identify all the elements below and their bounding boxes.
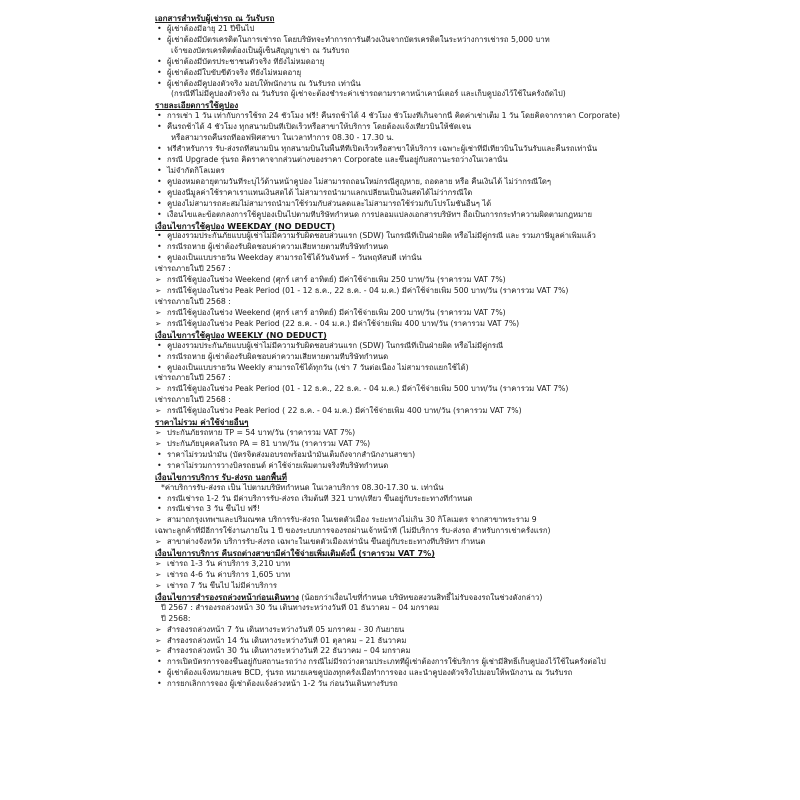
section-heading: เงื่อนไขการใช้คูปอง WEEKLY (NO DEDUCT)	[155, 329, 327, 340]
bullet-item: • กรณีรถหาย ผู้เช่าต้องรับผิดชอบค่าความเสียหายตามที่บริษัทกำหนด	[155, 242, 655, 253]
section-heading: ราคาไม่รวม ค่าใช้จ่ายอื่นๆ	[155, 417, 249, 428]
arrow-item: ➢ เช่ารถ 7 วัน ขึ้นไป ไม่มีค่าบริการ	[155, 581, 655, 592]
arrow-item: ➢ ประกันภัยบุคคลในรถ PA = 81 บาท/วัน (ราคารวม VAT 7%)	[155, 439, 655, 450]
section-heading: เงื่อนไขการใช้คูปอง WEEKDAY (NO DEDUCT)	[155, 220, 336, 231]
bullet-item: • ผู้เช่าต้องแจ้งหมายเลข BCD, รุ่นรถ หมายเลขคูปองทุกครั้งเมื่อทำการจอง และนำคูปองตัวจริงไปมอบให้พนักงาน ณ วันรับรถ	[155, 668, 655, 679]
arrow-item: ➢ เช่ารถ 1-3 วัน ค่าบริการ 3,210 บาท	[155, 559, 655, 570]
arrow-item: ➢ กรณีใช้คูปองในช่วง Peak Period (01 - 12 ธ.ค., 22 ธ.ค. - 04 ม.ค.) มีค่าใช้จ่ายเพิ่ม 500 บาท/วัน (ราคารวม VAT 7%)	[155, 384, 655, 395]
text-line: เช่ารถภายในปี 2567 :	[155, 373, 231, 383]
bullet-item: • ผู้เช่าต้องมีคูปองตัวจริง มอบให้พนักงาน ณ วันรับรถ เท่านั้น	[155, 79, 655, 90]
bullet-item: • คูปองนี้มูลค่าใช้ราคาเราแทนเงินสดได้ ไม่สามารถนำมาแลกเปลี่ยนเป็นเงินสดได้ไม่ว่ากรณีใด	[155, 188, 655, 199]
arrow-item: ➢ สำรองรถล่วงหน้า 14 วัน เดินทางระหว่างวันที่ 01 ตุลาคม – 21 ธันวาคม	[155, 636, 655, 647]
bullet-item: • คูปองหมดอายุตามวันที่ระบุไว้ด้านหน้าคูปอง ไม่สามารถถอนใหม่กรณีสูญหาย, ถอดลาย หรือ คืนเงินได้ ไม่ว่ากรณีใดๆ	[155, 177, 655, 188]
bullet-item: • ไม่จำกัดกิโลเมตร	[155, 166, 655, 177]
bullet-item: • การเช่า 1 วัน เท่ากับการใช้รถ 24 ชั่วโมง ฟรี! คืนรถช้าได้ 4 ชั่วโมง ชั่วโมงที่เกินจากนี้ คิดค่าเช่าเต็ม 1 วัน โดยคิดจากราคา Corporate)	[155, 111, 655, 122]
section-heading: รายละเอียดการใช้คูปอง	[155, 100, 239, 111]
bullet-item: • คูปองไม่สามารถสะสมไม่สามารถนำมาใช้ร่วมกับส่วนลดและไม่สามารถใช้ร่วมกับโปรโมชั่นอื่นๆ ได้	[155, 199, 655, 210]
bullet-item: • ราคาไม่รวมน้ำมัน (บัตรจิตส่งมอบรถพร้อมน้ำมันเต็มถังจากสำนักงานสาขา)	[155, 450, 655, 461]
arrow-item: ➢ สามาถกรุงเทพฯและปริมณฑล บริการรับ-ส่งรถ ในเขตตัวเมือง ระยะทางไม่เกิน 30 กิโลเมตร จากสาขาพระราม 9	[155, 515, 655, 526]
bullet-item: • กรณีเช่ารถ 3 วัน ขึ้นไป ฟรี!	[155, 504, 655, 515]
bullet-item: • ผู้เช่าต้องมีบัตรเครดิตในการเช่ารถ โดยบริษัทจะทำการการันตีวงเงินจากบัตรเครดิตในระหว่างการเช่ารถ 5,000 บาท	[155, 35, 655, 46]
section-heading: เงื่อนไขการบริการ คืนรถต่างสาขามีค่าใช้จ่ายเพิ่มเติมดังนี้ (ราคารวม VAT 7%)	[155, 548, 435, 559]
section-heading: เงื่อนไขการสำรองรถล่วงหน้าก่อนเดินทาง	[155, 591, 299, 602]
bullet-item: • เงื่อนไขและข้อตกลงการใช้คูปองเป็นไปตามที่บริษัทกำหนด การปลอมแปลงเอกสารบริษัทฯ ถือเป็นการกระทำความผิดตามกฎหมาย	[155, 210, 655, 221]
bullet-item: • ผู้เช่าต้องมีใบขับขี่ตัวจริง ที่ยังไม่หมดอายุ	[155, 68, 655, 79]
bullet-item: • ผู้เช่าต้องมีอายุ 21 ปีขึ้นไป	[155, 24, 655, 35]
bullet-item: • ราคาไม่รวมการวางบิลรถยนต์ ค่าใช้จ่ายเพิ่มตามจริงที่บริษัทกำหนด	[155, 461, 655, 472]
text-line: เช่ารถภายในปี 2567 :	[155, 264, 231, 274]
bullet-item: • กรณีรถหาย ผู้เช่าต้องรับผิดชอบค่าความเสียหายตามที่บริษัทกำหนด	[155, 352, 655, 363]
bullet-item: • การยกเลิกการจอง ผู้เช่าต้องแจ้งล่วงหน้า 1-2 วัน ก่อนวันเดินทางรับรถ	[155, 679, 655, 690]
arrow-item: ➢ สาขาต่างจังหวัด บริการรับ-ส่งรถ เฉพาะในเขตตัวเมืองเท่านั้น ขึ้นอยู่กับระยะทางที่บริษัทฯ กำหนด	[155, 537, 655, 548]
bullet-item: • กรณี Upgrade รุ่นรถ คิดราคาจากส่วนต่างของราคา Corporate และขึ้นอยู่กับสถานะรถว่างในเวลานั้น	[155, 155, 655, 166]
heading-note: (น้อยกว่าเงื่อนไขที่กำหนด บริษัทขอสงวนสิทธิ์ไม่รับจองรถในช่วงดังกล่าว)	[298, 592, 543, 602]
arrow-item: ➢ สำรองรถล่วงหน้า 7 วัน เดินทางระหว่างวันที่ 05 มกราคม - 30 กันยายน	[155, 625, 655, 636]
text-line: (กรณีที่ไม่มีคูปองตัวจริง ณ วันรับรถ ผู้เช่าจะต้องชำระค่าเช่ารถตามราคาหน้าเคาน์เตอร์ และเก็บคูปองไว้ใช้ในครั้งถัดไป)	[171, 89, 566, 99]
text-line	[155, 592, 655, 603]
text-line: เจ้าของบัตรเครดิตต้องเป็นผู้เซ็นสัญญาเช่า ณ วันรับรถ	[171, 45, 350, 55]
text-line: ปี 2568:	[161, 613, 191, 623]
arrow-item: ➢ ประกันภัยรถหาย TP = 54 บาท/วัน (ราคารวม VAT 7%)	[155, 428, 655, 439]
arrow-item: ➢ เช่ารถ 4-6 วัน ค่าบริการ 1,605 บาท	[155, 570, 655, 581]
arrow-item: ➢ สำรองรถล่วงหน้า 30 วัน เดินทางระหว่างวันที่ 22 ธันวาคม – 04 มกราคม	[155, 646, 655, 657]
bullet-item: • คูปองรวมประกันภัยแบบผู้เช่าไม่มีความรับผิดชอบส่วนแรก (SDW) ในกรณีที่เป็นฝ่ายผิด หรือไม่มีคู่กรณี และ รวมภาษีมูลค่าเพิ่มแล้ว	[155, 231, 655, 242]
section-heading: เอกสารสำหรับผู้เช่ารถ ณ วันรับรถ	[155, 13, 275, 23]
arrow-item: ➢ กรณีใช้คูปองในช่วง Peak Period (01 - 12 ธ.ค., 22 ธ.ค. - 04 ม.ค.) มีค่าใช้จ่ายเพิ่ม 500 บาท/วัน (ราคารวม VAT 7%)	[155, 286, 655, 297]
bullet-item: • คืนรถช้าได้ 4 ชั่วโมง ทุกสนามบินที่เปิดเร็วหรือสาขาให้บริการ โดยต้องแจ้งเที่ยวบินให้ชัดเจน	[155, 122, 655, 133]
text-line: หรือสามารถคืนรถที่ออฟฟิศสาขา ในเวลาทำการ 08.30 - 17.30 น.	[171, 133, 394, 143]
bullet-item: • กรณีเช่ารถ 1-2 วัน มีค่าบริการรับ-ส่งรถ เริ่มต้นที่ 321 บาท/เที่ยว ขึ้นอยู่กับระยะทางที่กำหนด	[155, 494, 655, 505]
arrow-item: ➢ กรณีใช้คูปองในช่วง Peak Period ( 22 ธ.ค. - 04 ม.ค.) มีค่าใช้จ่ายเพิ่ม 400 บาท/วัน (ราคารวม VAT 7%)	[155, 406, 655, 417]
bullet-item: • การเปิดบัตรการจองขึ้นอยู่กับสถานะรถว่าง กรณีไม่มีรถว่างตามประเภทที่ผู้เช่าต้องการใช้บริการ ผู้เช่ามีสิทธิ์เก็บคูปองไว้ใช้ในครั้งต่อไป	[155, 657, 655, 668]
text-line: เฉพาะลูกค้าที่มีอีการใช้งานภายใน 1 ปี ของระบบการจองรถผ่านเจ้าหน้าที่ (ไม่มีบริการ รับ-ส่งรถ สำหรับการเช่าครั้งแรก)	[155, 526, 551, 536]
terms-document	[155, 13, 655, 690]
text-line: เช่ารถภายในปี 2568 :	[155, 296, 231, 306]
arrow-item: ➢ กรณีใช้คูปองในช่วง Peak Period (22 ธ.ค. - 04 ม.ค.) มีค่าใช้จ่ายเพิ่ม 400 บาท/วัน (ราคารวม VAT 7%)	[155, 319, 655, 330]
text-line: เช่ารถภายในปี 2568 :	[155, 395, 231, 405]
text-line: *ค่าบริการรับ-ส่งรถ เป็น ไปตามบริษัทกำหนด ในเวลาบริการ 08.30-17.30 น. เท่านั้น	[161, 482, 444, 492]
bullet-item: • คูปองรวมประกันภัยแบบผู้เช่าไม่มีความรับผิดชอบส่วนแรก (SDW) ในกรณีที่เป็นฝ่ายผิด หรือไม่มีคู่กรณี	[155, 341, 655, 352]
text-line: ปี 2567 : สำรองรถล่วงหน้า 30 วัน เดินทางระหว่างวันที่ 01 ธันวาคม – 04 มกราคม	[161, 602, 439, 612]
section-heading: เงื่อนไขการบริการ รับ-ส่งรถ นอกพื้นที่	[155, 471, 287, 482]
bullet-item: • คูปองเป็นแบบรายวัน Weekly สามารถใช้ได้ทุกวัน (เช่า 7 วันต่อเนื่อง ไม่สามารถแยกใช้ได้)	[155, 363, 655, 374]
arrow-item: ➢ กรณีใช้คูปองในช่วง Weekend (ศุกร์ เสาร์ อาทิตย์) มีค่าใช้จ่ายเพิ่ม 200 บาท/วัน (ราคารวม VAT 7%)	[155, 308, 655, 319]
bullet-item: • ฟรีสำหรับการ รับ-ส่งรถที่สนามบิน ทุกสนามบินในพื้นที่ที่เปิดเร็วหรือสาขาให้บริการ เฉพาะผู้เช่าที่มีเที่ยวบินในวันรับและคืนรถเท่านั้น	[155, 144, 655, 155]
bullet-item: • ผู้เช่าต้องมีบัตรประชาชนตัวจริง ที่ยังไม่หมดอายุ	[155, 57, 655, 68]
bullet-item: • คูปองเป็นแบบรายวัน Weekday สามารถใช้ได้วันจันทร์ – วันพฤหัสบดี เท่านั้น	[155, 253, 655, 264]
arrow-item: ➢ กรณีใช้คูปองในช่วง Weekend (ศุกร์ เสาร์ อาทิตย์) มีค่าใช้จ่ายเพิ่ม 250 บาท/วัน (ราคารวม VAT 7%)	[155, 275, 655, 286]
